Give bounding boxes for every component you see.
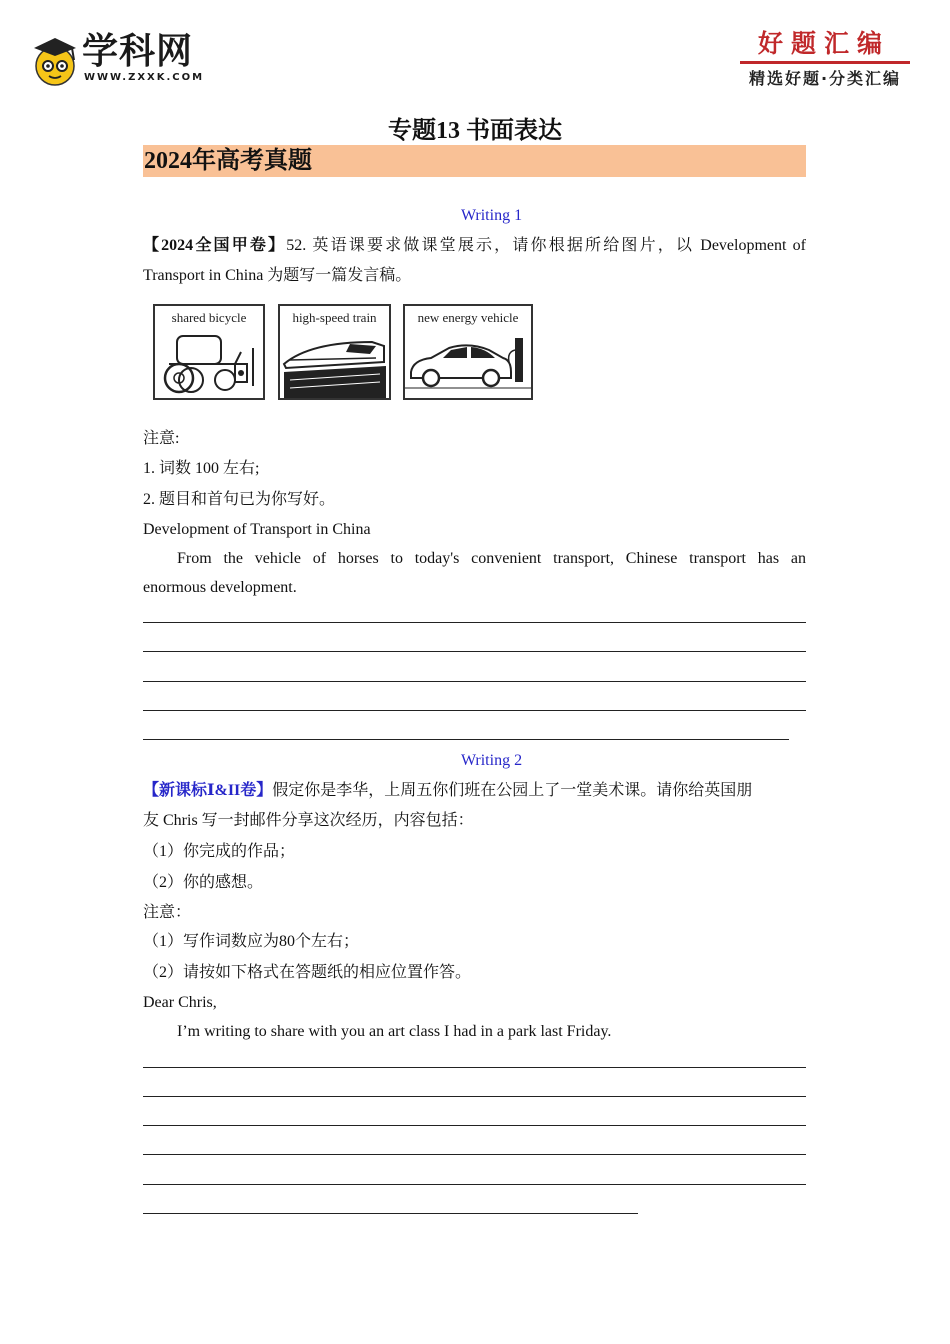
writing2-note2: （2）请按如下格式在答题纸的相应位置作答。: [143, 964, 472, 981]
section-title: 2024年高考真题: [144, 148, 312, 174]
electric-car-icon: [405, 328, 531, 398]
picture-shared-bicycle: [153, 304, 265, 400]
writing1-answer-line[interactable]: [143, 651, 806, 652]
writing2-first-sentence: I’m writing to share with you an art class I had in a park last Friday.: [177, 1023, 612, 1040]
writing1-answer-line[interactable]: [143, 681, 806, 682]
haoti-badge: [738, 28, 914, 94]
writing2-prompt-line2: 友 Chris 写一封邮件分享这次经历，内容包括：: [143, 812, 474, 829]
writing1-first-sentence-line2: enormous development.: [143, 579, 297, 596]
writing1-essay-title: Development of Transport in China: [143, 521, 371, 538]
writing2-notes-title: 注意：: [143, 904, 192, 921]
writing2-tag: 【新课标Ⅰ&II卷】: [143, 782, 273, 799]
picture-label: new energy vehicle: [417, 310, 519, 325]
writing1-first-sentence-line1: From the vehicle of horses to today's convenient transport, Chinese transport has an: [177, 550, 806, 567]
writing2-answer-line[interactable]: [143, 1154, 806, 1155]
mascot-icon: [30, 34, 80, 86]
writing2-note1: （1）写作词数应为80个左右；: [143, 933, 360, 950]
writing1-tag: 【2024全国甲卷】: [143, 237, 287, 254]
logo-title: 学科网: [82, 31, 194, 72]
writing2-answer-line[interactable]: [143, 1067, 806, 1068]
writing1-note1: 1. 词数 100 左右;: [143, 460, 260, 477]
document-title: 专题13 书面表达: [388, 118, 562, 144]
logo-url: WWW.ZXXK.COM: [84, 72, 205, 83]
xuekewang-logo: [30, 30, 210, 90]
writing1-heading: Writing 1: [460, 207, 523, 224]
writing2-prompt-text: 假定你是李华，上周五你们班在公园上了一堂美术课。请你给英国朋: [272, 782, 753, 799]
writing2-point2: （2）你的感想。: [143, 874, 264, 891]
writing2-greeting: Dear Chris,: [143, 994, 217, 1011]
picture-label: shared bicycle: [171, 310, 247, 325]
writing1-prompt-line2: Transport in China 为题写一篇发言稿。: [143, 267, 412, 284]
badge-subtitle: 精选好题·分类汇编: [748, 69, 902, 88]
picture-new-energy-vehicle: [403, 304, 533, 400]
writing1-note2: 2. 题目和首句已为你写好。: [143, 491, 336, 508]
writing1-notes-title: 注意:: [143, 430, 180, 447]
picture-high-speed-train: [278, 304, 391, 400]
writing1-prompt-line1: [143, 235, 806, 257]
badge-divider: [740, 61, 910, 64]
writing2-heading: Writing 2: [460, 752, 523, 769]
writing1-answer-line[interactable]: [143, 739, 789, 740]
carriage-icon: [155, 328, 263, 398]
badge-title: 好题汇编: [757, 29, 890, 58]
writing2-point1: （1）你完成的作品；: [143, 843, 296, 860]
writing1-answer-line[interactable]: [143, 710, 806, 711]
writing1-prompt-text: 52. 英语课要求做课堂展示，请你根据所给图片，以 Development of: [286, 237, 806, 254]
writing2-prompt-line1: [143, 780, 806, 802]
train-icon: [280, 328, 389, 398]
writing1-answer-line[interactable]: [143, 622, 806, 623]
section-bar: [143, 145, 806, 177]
writing2-answer-line[interactable]: [143, 1096, 806, 1097]
writing2-answer-line[interactable]: [143, 1213, 638, 1214]
writing2-answer-line[interactable]: [143, 1125, 806, 1126]
writing2-answer-line[interactable]: [143, 1184, 806, 1185]
picture-label: high-speed train: [292, 310, 377, 325]
